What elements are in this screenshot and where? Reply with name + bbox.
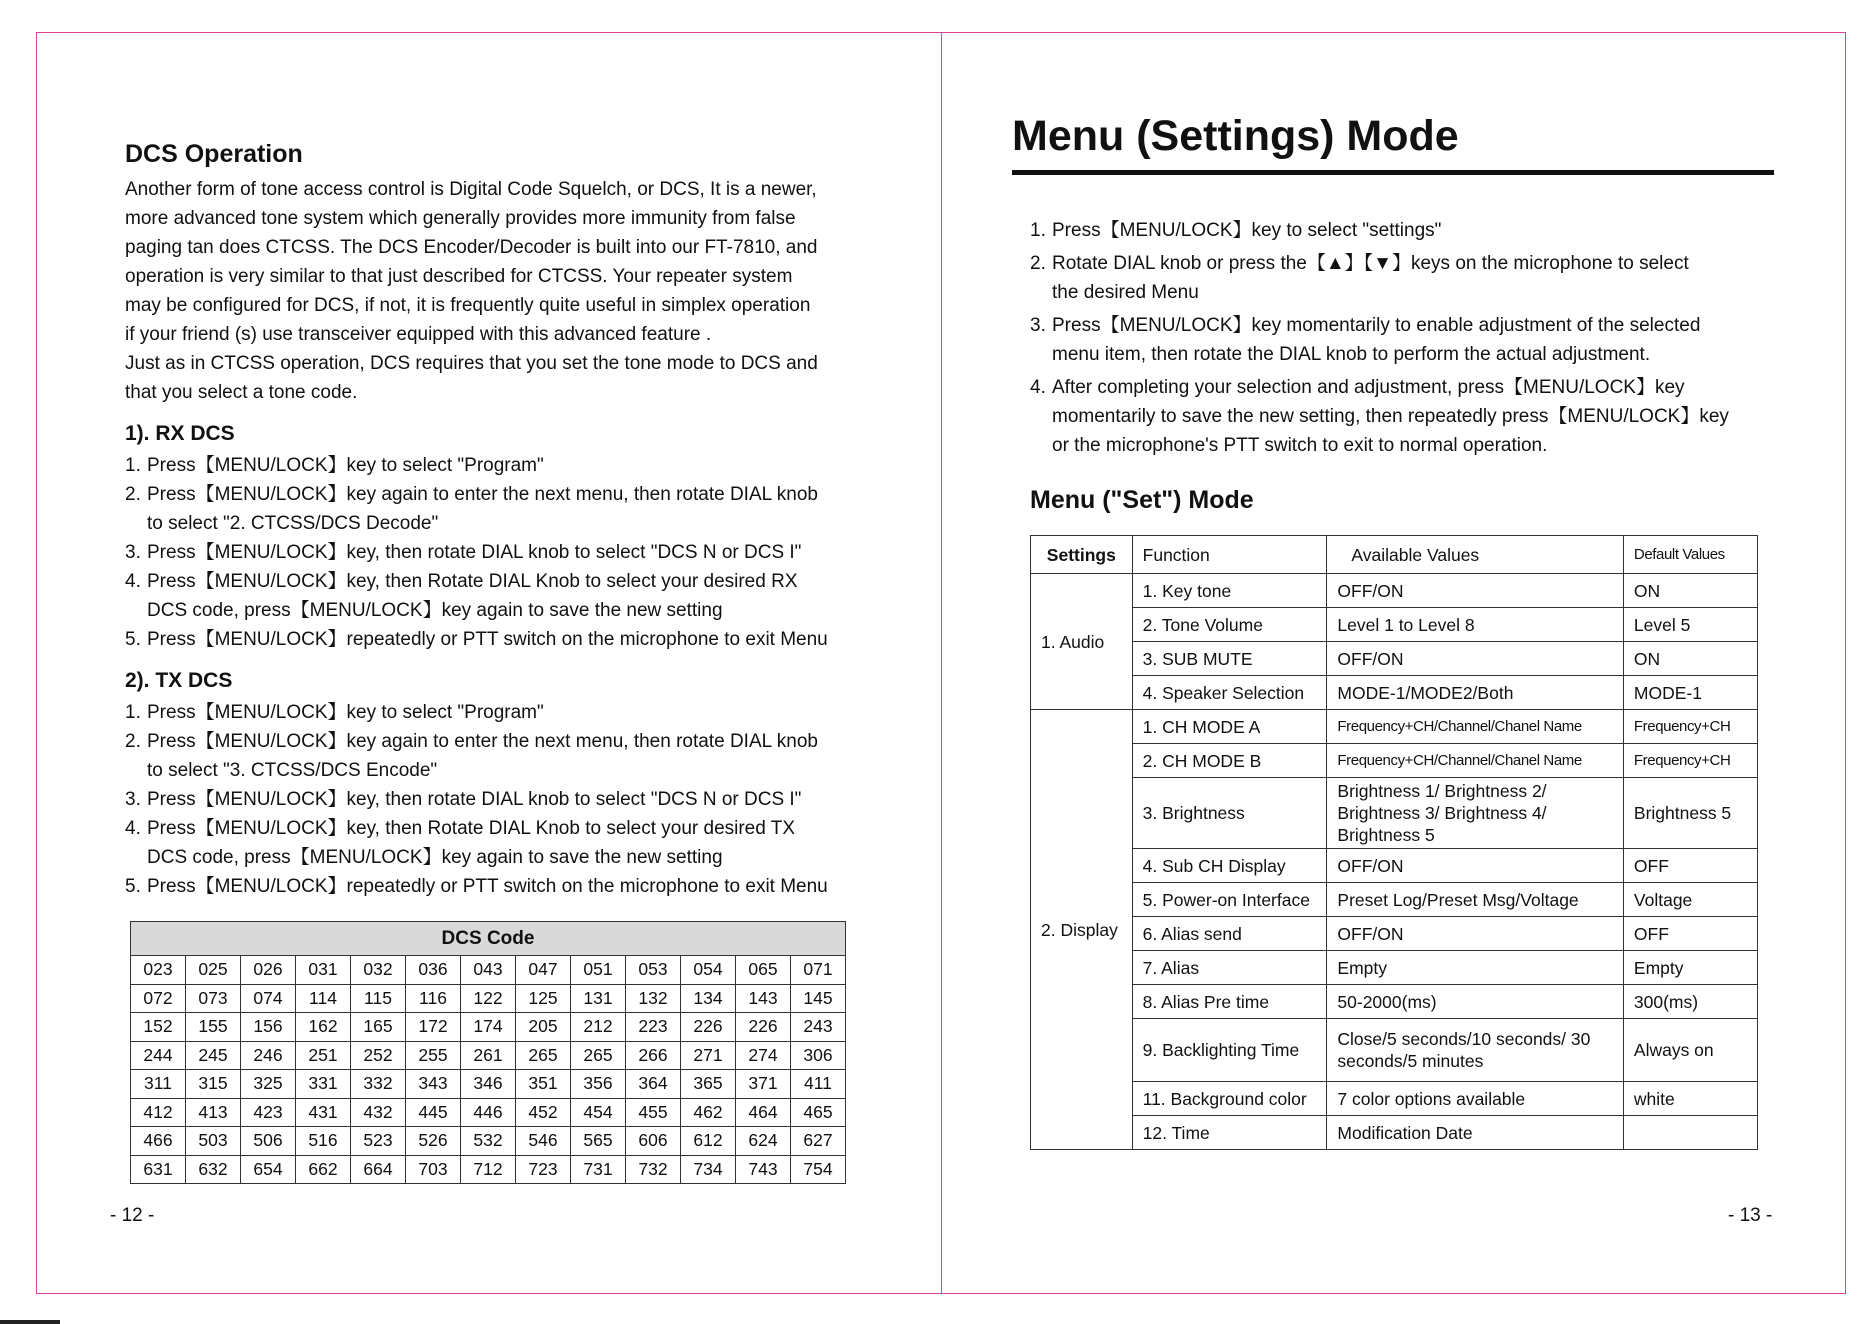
- dcs-code-cell: 036: [406, 956, 461, 985]
- available-values-cell: Preset Log/Preset Msg/Voltage: [1327, 883, 1623, 917]
- dcs-code-cell: 532: [461, 1127, 516, 1156]
- step-number: 2.: [125, 731, 141, 752]
- step-number: 1.: [125, 702, 141, 723]
- function-cell: 8. Alias Pre time: [1132, 985, 1327, 1019]
- step-text: Press【MENU/LOCK】key, then rotate DIAL knob to select "DCS N or DCS I": [147, 542, 802, 563]
- intro-line: that you select a tone code.: [125, 382, 358, 403]
- settings-group-cell: 2. Display: [1031, 710, 1133, 1150]
- dcs-code-cell: 047: [516, 956, 571, 985]
- function-cell: 4. Sub CH Display: [1132, 849, 1327, 883]
- dcs-code-cell: 226: [736, 1013, 791, 1042]
- step-item: [1030, 311, 1790, 369]
- table-row: [131, 1155, 846, 1184]
- dcs-code-cell: 134: [681, 984, 736, 1013]
- dcs-code-cell: 606: [626, 1127, 681, 1156]
- dcs-code-cell: 654: [241, 1155, 296, 1184]
- dcs-code-cell: 723: [516, 1155, 571, 1184]
- dcs-code-cell: 462: [681, 1098, 736, 1127]
- step-number: 3.: [125, 542, 141, 563]
- step-text: Press【MENU/LOCK】key to select "Program": [147, 702, 544, 723]
- tx-dcs-steps: [125, 698, 865, 901]
- function-cell: 11. Background color: [1132, 1082, 1327, 1116]
- dcs-code-cell: 516: [296, 1127, 351, 1156]
- dcs-code-cell: 413: [186, 1098, 241, 1127]
- default-value-cell: Frequency+CH: [1623, 710, 1757, 744]
- step-text: Press【MENU/LOCK】key momentarily to enable adjustment of the selected: [1052, 315, 1701, 336]
- table-row: [1031, 1116, 1758, 1150]
- step-text: Press【MENU/LOCK】key, then rotate DIAL knob to select "DCS N or DCS I": [147, 789, 802, 810]
- function-cell: 5. Power-on Interface: [1132, 883, 1327, 917]
- dcs-code-cell: 274: [736, 1041, 791, 1070]
- rx-dcs-steps: [125, 451, 865, 654]
- dcs-code-cell: 452: [516, 1098, 571, 1127]
- dcs-code-cell: 145: [791, 984, 846, 1013]
- title-rule: [1012, 170, 1774, 175]
- dcs-code-cell: 612: [681, 1127, 736, 1156]
- table-row: [131, 1041, 846, 1070]
- dcs-code-cell: 115: [351, 984, 406, 1013]
- step-text: Press【MENU/LOCK】key again to enter the next menu, then rotate DIAL knob: [147, 484, 818, 505]
- dcs-code-cell: 703: [406, 1155, 461, 1184]
- spread-divider: [941, 32, 942, 1294]
- dcs-code-cell: 465: [791, 1098, 846, 1127]
- step-text: After completing your selection and adjustment, press【MENU/LOCK】key: [1052, 377, 1685, 398]
- step-number: 3.: [125, 789, 141, 810]
- function-cell: 1. CH MODE A: [1132, 710, 1327, 744]
- dcs-code-cell: 754: [791, 1155, 846, 1184]
- default-value-cell: ON: [1623, 642, 1757, 676]
- dcs-code-cell: 025: [186, 956, 241, 985]
- dcs-code-cell: 065: [736, 956, 791, 985]
- table-row: [131, 1013, 846, 1042]
- dcs-code-cell: 364: [626, 1070, 681, 1099]
- table-row: [131, 956, 846, 985]
- step-item: [125, 480, 865, 538]
- function-cell: 7. Alias: [1132, 951, 1327, 985]
- default-value-cell: [1623, 1116, 1757, 1150]
- step-item: [125, 451, 865, 480]
- dcs-code-cell: 506: [241, 1127, 296, 1156]
- dcs-code-cell: 251: [296, 1041, 351, 1070]
- table-row: [131, 984, 846, 1013]
- dcs-code-cell: 731: [571, 1155, 626, 1184]
- settings-group-cell: 1. Audio: [1031, 574, 1133, 710]
- step-item: [1030, 216, 1790, 245]
- left-page: [125, 140, 865, 901]
- dcs-code-cell: 546: [516, 1127, 571, 1156]
- available-values-cell: OFF/ON: [1327, 642, 1623, 676]
- page-number-right: - 13 -: [1728, 1205, 1773, 1226]
- dcs-code-cell: 371: [736, 1070, 791, 1099]
- tx-dcs-heading: 2). TX DCS: [125, 669, 233, 692]
- table-row: [1031, 883, 1758, 917]
- default-value-cell: Frequency+CH: [1623, 744, 1757, 778]
- step-number: 5.: [125, 876, 141, 897]
- dcs-code-cell: 445: [406, 1098, 461, 1127]
- dcs-code-cell: 116: [406, 984, 461, 1013]
- intro-line: more advanced tone system which generally provides more immunity from false: [125, 208, 796, 229]
- function-cell: 2. CH MODE B: [1132, 744, 1327, 778]
- intro-paragraph: [125, 175, 865, 407]
- intro-line: paging tan does CTCSS. The DCS Encoder/Decoder is built into our FT-7810, and: [125, 237, 818, 258]
- step-item: [125, 625, 865, 654]
- available-values-cell: OFF/ON: [1327, 574, 1623, 608]
- dcs-code-cell: 043: [461, 956, 516, 985]
- dcs-code-cell: 246: [241, 1041, 296, 1070]
- step-text: DCS code, press【MENU/LOCK】key again to save the new setting: [147, 847, 723, 868]
- step-item: [125, 567, 865, 625]
- available-values-cell: 50-2000(ms): [1327, 985, 1623, 1019]
- dcs-code-cell: 632: [186, 1155, 241, 1184]
- function-cell: 4. Speaker Selection: [1132, 676, 1327, 710]
- function-cell: 6. Alias send: [1132, 917, 1327, 951]
- dcs-code-cell: 023: [131, 956, 186, 985]
- default-value-cell: OFF: [1623, 917, 1757, 951]
- table-row: [1031, 1019, 1758, 1082]
- dcs-code-cell: 526: [406, 1127, 461, 1156]
- dcs-table-header: DCS Code: [131, 922, 846, 956]
- available-values-cell: Level 1 to Level 8: [1327, 608, 1623, 642]
- dcs-code-cell: 365: [681, 1070, 736, 1099]
- step-text: Press【MENU/LOCK】key, then Rotate DIAL Knob to select your desired RX: [147, 571, 798, 592]
- dcs-code-cell: 165: [351, 1013, 406, 1042]
- dcs-code-cell: 172: [406, 1013, 461, 1042]
- dcs-code-cell: 071: [791, 956, 846, 985]
- step-number: 4.: [125, 571, 141, 592]
- table-row: [131, 1070, 846, 1099]
- step-text: to select "3. CTCSS/DCS Encode": [147, 760, 438, 781]
- dcs-code-cell: 346: [461, 1070, 516, 1099]
- table-row: [131, 1098, 846, 1127]
- dcs-code-cell: 411: [791, 1070, 846, 1099]
- dcs-code-table: [130, 921, 846, 1184]
- available-values-cell: OFF/ON: [1327, 917, 1623, 951]
- intro-line: operation is very similar to that just described for CTCSS. Your repeater system: [125, 266, 793, 287]
- default-value-cell: white: [1623, 1082, 1757, 1116]
- table-row: [1031, 608, 1758, 642]
- step-number: 4.: [125, 818, 141, 839]
- dcs-code-cell: 072: [131, 984, 186, 1013]
- dcs-code-cell: 031: [296, 956, 351, 985]
- available-values-cell: Frequency+CH/Channel/Chanel Name: [1327, 710, 1623, 744]
- step-text: the desired Menu: [1052, 282, 1199, 303]
- dcs-code-cell: 205: [516, 1013, 571, 1042]
- dcs-code-cell: 664: [351, 1155, 406, 1184]
- dcs-code-cell: 155: [186, 1013, 241, 1042]
- dcs-code-cell: 261: [461, 1041, 516, 1070]
- step-item: [125, 727, 865, 785]
- section-title: DCS Operation: [125, 140, 303, 168]
- step-number: 2.: [125, 484, 141, 505]
- header-default-values: Default Values: [1623, 536, 1757, 574]
- dcs-code-cell: 032: [351, 956, 406, 985]
- dcs-code-cell: 732: [626, 1155, 681, 1184]
- step-text: Press【MENU/LOCK】key to select "Program": [147, 455, 544, 476]
- available-values-cell: MODE-1/MODE2/Both: [1327, 676, 1623, 710]
- step-number: 1.: [125, 455, 141, 476]
- dcs-code-cell: 212: [571, 1013, 626, 1042]
- default-value-cell: Always on: [1623, 1019, 1757, 1082]
- dcs-code-cell: 432: [351, 1098, 406, 1127]
- available-values-cell: Frequency+CH/Channel/Chanel Name: [1327, 744, 1623, 778]
- dcs-code-cell: 156: [241, 1013, 296, 1042]
- dcs-code-cell: 074: [241, 984, 296, 1013]
- available-values-cell: Brightness 1/ Brightness 2/ Brightness 3/ Brightness 4/ Brightness 5: [1327, 778, 1623, 849]
- default-value-cell: ON: [1623, 574, 1757, 608]
- function-cell: 2. Tone Volume: [1132, 608, 1327, 642]
- table-row: [1031, 710, 1758, 744]
- step-number: 4.: [1030, 377, 1046, 398]
- dcs-code-cell: 662: [296, 1155, 351, 1184]
- step-item: [125, 538, 865, 567]
- dcs-code-cell: 315: [186, 1070, 241, 1099]
- intro-line: may be configured for DCS, if not, it is frequently quite useful in simplex operation: [125, 295, 811, 316]
- dcs-code-cell: 325: [241, 1070, 296, 1099]
- dcs-code-cell: 131: [571, 984, 626, 1013]
- dcs-code-cell: 423: [241, 1098, 296, 1127]
- dcs-code-cell: 243: [791, 1013, 846, 1042]
- dcs-code-cell: 271: [681, 1041, 736, 1070]
- step-text: Press【MENU/LOCK】key to select "settings": [1052, 220, 1442, 241]
- header-available-values: Available Values: [1327, 536, 1623, 574]
- dcs-code-cell: 143: [736, 984, 791, 1013]
- dcs-code-cell: 464: [736, 1098, 791, 1127]
- dcs-code-cell: 503: [186, 1127, 241, 1156]
- default-value-cell: Voltage: [1623, 883, 1757, 917]
- page-title: Menu (Settings) Mode: [1012, 112, 1459, 160]
- table-header-row: [1031, 536, 1758, 574]
- dcs-code-cell: 252: [351, 1041, 406, 1070]
- page-number-left: - 12 -: [110, 1205, 155, 1226]
- dcs-code-cell: 712: [461, 1155, 516, 1184]
- crop-mark: [0, 1320, 60, 1324]
- step-item: [1030, 249, 1790, 307]
- dcs-code-cell: 466: [131, 1127, 186, 1156]
- step-number: 3.: [1030, 315, 1046, 336]
- dcs-code-cell: 255: [406, 1041, 461, 1070]
- step-text: Press【MENU/LOCK】key again to enter the next menu, then rotate DIAL knob: [147, 731, 818, 752]
- dcs-code-cell: 332: [351, 1070, 406, 1099]
- available-values-cell: Modification Date: [1327, 1116, 1623, 1150]
- dcs-code-cell: 244: [131, 1041, 186, 1070]
- dcs-code-cell: 565: [571, 1127, 626, 1156]
- available-values-cell: Empty: [1327, 951, 1623, 985]
- dcs-code-cell: 114: [296, 984, 351, 1013]
- function-cell: 1. Key tone: [1132, 574, 1327, 608]
- header-function: Function: [1132, 536, 1327, 574]
- dcs-code-cell: 624: [736, 1127, 791, 1156]
- step-number: 1.: [1030, 220, 1046, 241]
- dcs-code-cell: 125: [516, 984, 571, 1013]
- intro-line: Just as in CTCSS operation, DCS requires that you set the tone mode to DCS and: [125, 353, 818, 374]
- rx-dcs-heading: 1). RX DCS: [125, 422, 235, 445]
- available-values-cell: 7 color options available: [1327, 1082, 1623, 1116]
- default-value-cell: Brightness 5: [1623, 778, 1757, 849]
- dcs-code-cell: 454: [571, 1098, 626, 1127]
- dcs-code-cell: 266: [626, 1041, 681, 1070]
- step-text: DCS code, press【MENU/LOCK】key again to save the new setting: [147, 600, 723, 621]
- table-row: [131, 1127, 846, 1156]
- dcs-code-cell: 265: [516, 1041, 571, 1070]
- dcs-code-cell: 054: [681, 956, 736, 985]
- step-item: [125, 872, 865, 901]
- dcs-code-cell: 455: [626, 1098, 681, 1127]
- dcs-code-cell: 051: [571, 956, 626, 985]
- dcs-code-cell: 162: [296, 1013, 351, 1042]
- dcs-code-cell: 132: [626, 984, 681, 1013]
- table-row: [1031, 574, 1758, 608]
- dcs-code-cell: 351: [516, 1070, 571, 1099]
- function-cell: 3. SUB MUTE: [1132, 642, 1327, 676]
- dcs-code-cell: 073: [186, 984, 241, 1013]
- step-text: Press【MENU/LOCK】repeatedly or PTT switch on the microphone to exit Menu: [147, 876, 828, 897]
- header-settings: Settings: [1031, 536, 1133, 574]
- dcs-code-cell: 306: [791, 1041, 846, 1070]
- step-text: menu item, then rotate the DIAL knob to perform the actual adjustment.: [1052, 344, 1651, 365]
- dcs-code-cell: 152: [131, 1013, 186, 1042]
- step-text: to select "2. CTCSS/DCS Decode": [147, 513, 439, 534]
- table-row: [1031, 1082, 1758, 1116]
- step-text: momentarily to save the new setting, then repeatedly press【MENU/LOCK】key: [1052, 406, 1729, 427]
- dcs-code-cell: 311: [131, 1070, 186, 1099]
- dcs-code-cell: 174: [461, 1013, 516, 1042]
- dcs-code-cell: 412: [131, 1098, 186, 1127]
- table-row: [1031, 917, 1758, 951]
- default-value-cell: Level 5: [1623, 608, 1757, 642]
- menu-settings-table: [1030, 535, 1758, 1150]
- intro-line: if your friend (s) use transceiver equipped with this advanced feature .: [125, 324, 712, 345]
- dcs-code-cell: 265: [571, 1041, 626, 1070]
- dcs-code-cell: 245: [186, 1041, 241, 1070]
- default-value-cell: MODE-1: [1623, 676, 1757, 710]
- dcs-code-cell: 122: [461, 984, 516, 1013]
- dcs-code-cell: 053: [626, 956, 681, 985]
- dcs-code-cell: 446: [461, 1098, 516, 1127]
- dcs-code-cell: 631: [131, 1155, 186, 1184]
- step-item: [125, 814, 865, 872]
- step-item: [125, 698, 865, 727]
- available-values-cell: OFF/ON: [1327, 849, 1623, 883]
- dcs-code-cell: 331: [296, 1070, 351, 1099]
- table-row: [1031, 951, 1758, 985]
- function-cell: 9. Backlighting Time: [1132, 1019, 1327, 1082]
- menu-steps: [1030, 216, 1790, 464]
- step-number: 5.: [125, 629, 141, 650]
- function-cell: 12. Time: [1132, 1116, 1327, 1150]
- dcs-code-cell: 026: [241, 956, 296, 985]
- step-item: [1030, 373, 1790, 460]
- table-row: [1031, 985, 1758, 1019]
- dcs-code-cell: 627: [791, 1127, 846, 1156]
- function-cell: 3. Brightness: [1132, 778, 1327, 849]
- step-text: or the microphone's PTT switch to exit to normal operation.: [1052, 435, 1548, 456]
- table-row: [1031, 778, 1758, 849]
- table-row: [1031, 744, 1758, 778]
- dcs-code-cell: 523: [351, 1127, 406, 1156]
- default-value-cell: 300(ms): [1623, 985, 1757, 1019]
- step-item: [125, 785, 865, 814]
- table-row: [1031, 642, 1758, 676]
- dcs-code-cell: 343: [406, 1070, 461, 1099]
- dcs-code-cell: 356: [571, 1070, 626, 1099]
- dcs-code-cell: 226: [681, 1013, 736, 1042]
- intro-line: Another form of tone access control is Digital Code Squelch, or DCS, It is a newer,: [125, 179, 817, 200]
- menu-set-heading: Menu ("Set") Mode: [1030, 486, 1254, 514]
- dcs-code-cell: 734: [681, 1155, 736, 1184]
- default-value-cell: OFF: [1623, 849, 1757, 883]
- step-number: 2.: [1030, 253, 1046, 274]
- table-row: [1031, 849, 1758, 883]
- table-row: [1031, 676, 1758, 710]
- dcs-code-cell: 431: [296, 1098, 351, 1127]
- available-values-cell: Close/5 seconds/10 seconds/ 30 seconds/5 minutes: [1327, 1019, 1623, 1082]
- dcs-code-cell: 223: [626, 1013, 681, 1042]
- step-text: Press【MENU/LOCK】key, then Rotate DIAL Knob to select your desired TX: [147, 818, 796, 839]
- default-value-cell: Empty: [1623, 951, 1757, 985]
- step-text: Press【MENU/LOCK】repeatedly or PTT switch on the microphone to exit Menu: [147, 629, 828, 650]
- dcs-code-cell: 743: [736, 1155, 791, 1184]
- step-text: Rotate DIAL knob or press the【▲】【▼】keys on the microphone to select: [1052, 253, 1689, 274]
